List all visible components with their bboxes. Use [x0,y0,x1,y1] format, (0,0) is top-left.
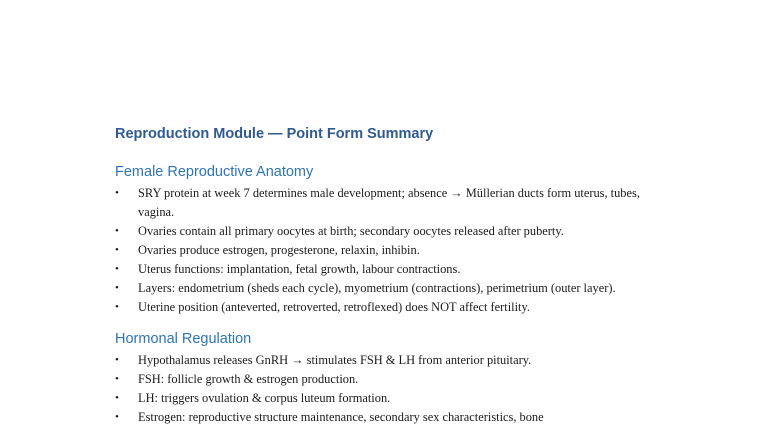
bullet-icon: • [115,411,119,423]
list-item [115,260,670,279]
list-item [115,389,670,408]
list-item-text: Uterine position (anteverted, retroverted, retroflexed) does NOT affect fertility. [138,300,530,314]
list-item-text: Hypothalamus releases GnRH → stimulates FSH & LH from anterior pituitary. [138,353,532,367]
bullet-icon: • [115,225,119,237]
list-item [115,370,670,389]
list-item [115,298,670,317]
bullet-icon: • [115,263,119,275]
bullet-icon: • [115,244,119,256]
list-item-text: SRY protein at week 7 determines male development; absence → Müllerian ducts form uterus, tubes, vagina. [138,186,640,219]
list-item-text: Uterus functions: implantation, fetal growth, labour contractions. [138,262,461,276]
list-item-text: Ovaries contain all primary oocytes at birth; secondary oocytes released after puberty. [138,224,564,238]
bullet-icon: • [115,392,119,404]
bullet-icon: • [115,282,119,294]
section-heading-female-anatomy: Female Reproductive Anatomy [115,164,314,180]
list-item [115,408,670,427]
bullet-icon: • [115,301,119,313]
list-item [115,241,670,260]
list-item-text: FSH: follicle growth & estrogen production. [138,372,359,386]
list-item-text: Layers: endometrium (sheds each cycle), myometrium (contractions), perimetrium (outer layer). [138,281,616,295]
list-item [115,279,670,298]
document-body [115,124,675,427]
list-item-text: Estrogen: reproductive structure maintenance, secondary sex characteristics, bone [138,410,544,424]
list-item [115,351,670,370]
bullet-list-female-anatomy [115,184,675,317]
section-heading-hormonal-regulation: Hormonal Regulation [115,331,252,347]
bullet-icon: • [115,354,119,366]
document-title: Reproduction Module — Point Form Summary [115,126,434,142]
list-item-text: Ovaries produce estrogen, progesterone, relaxin, inhibin. [138,243,420,257]
bullet-list-hormonal-regulation [115,351,675,427]
list-item [115,184,670,222]
bullet-icon: • [115,187,119,199]
list-item-text: LH: triggers ovulation & corpus luteum formation. [138,391,391,405]
list-item [115,222,670,241]
bullet-icon: • [115,373,119,385]
